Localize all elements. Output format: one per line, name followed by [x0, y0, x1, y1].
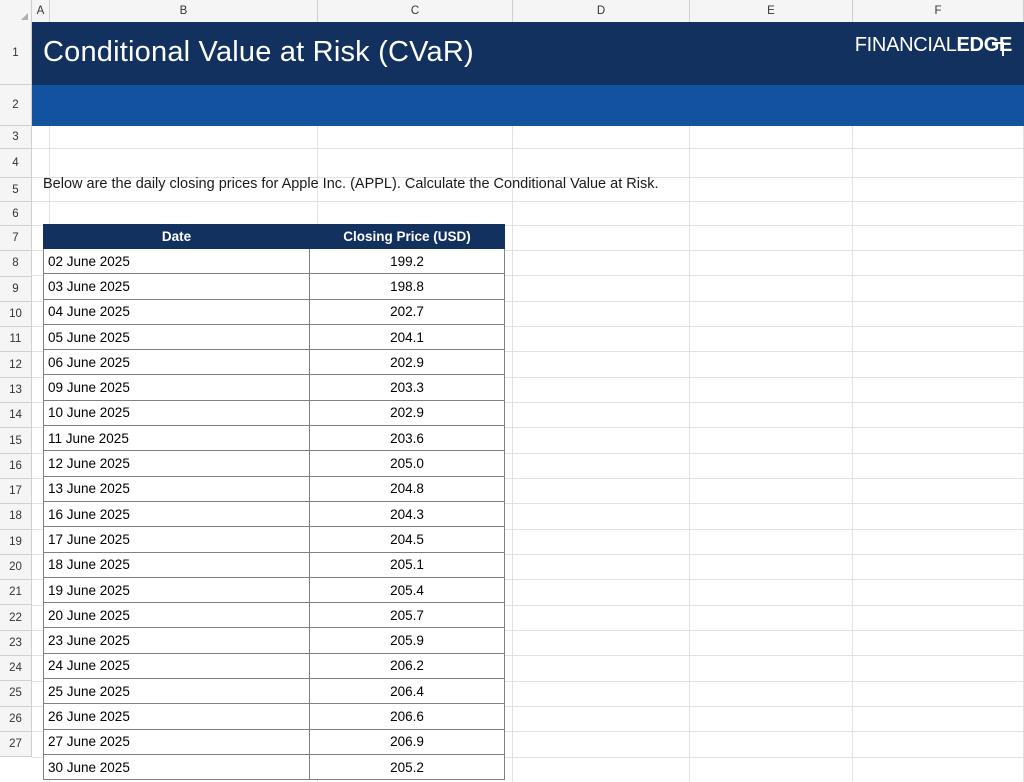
cell-date[interactable]: 25 June 2025 — [44, 679, 310, 704]
table-row[interactable] — [44, 426, 505, 451]
column-header-closing-price: Closing Price (USD) — [310, 225, 505, 249]
gridline-horizontal — [32, 148, 1024, 149]
row-header-9[interactable]: 9 — [0, 277, 31, 302]
cell-date[interactable]: 18 June 2025 — [44, 552, 310, 577]
row-header-19[interactable]: 19 — [0, 530, 31, 555]
table-row[interactable] — [44, 476, 505, 501]
table-row[interactable] — [44, 350, 505, 375]
select-all-corner[interactable] — [0, 0, 32, 22]
row-header-16[interactable]: 16 — [0, 454, 31, 479]
cell-date[interactable]: 11 June 2025 — [44, 426, 310, 451]
cell-date[interactable]: 10 June 2025 — [44, 400, 310, 425]
row-header-23[interactable]: 23 — [0, 631, 31, 656]
table-row[interactable] — [44, 552, 505, 577]
cell-date[interactable]: 16 June 2025 — [44, 501, 310, 526]
cell-price[interactable]: 202.9 — [310, 350, 505, 375]
cell-price[interactable]: 206.6 — [310, 704, 505, 729]
cell-date[interactable]: 24 June 2025 — [44, 653, 310, 678]
price-table-head — [44, 225, 505, 249]
title-banner — [32, 22, 1024, 85]
column-header-b[interactable]: B — [50, 0, 318, 22]
cell-price[interactable]: 199.2 — [310, 249, 505, 274]
logo-text-edge: EDGE — [956, 34, 1012, 56]
select-all-icon — [21, 13, 28, 20]
grid-area[interactable] — [32, 22, 1024, 782]
row-header-26[interactable]: 26 — [0, 707, 31, 732]
cell-price[interactable]: 204.5 — [310, 527, 505, 552]
row-header-2[interactable]: 2 — [0, 85, 31, 126]
row-header-20[interactable]: 20 — [0, 555, 31, 580]
cell-date[interactable]: 17 June 2025 — [44, 527, 310, 552]
logo-text-financial: FINANCIAL — [854, 34, 957, 56]
cell-date[interactable]: 20 June 2025 — [44, 603, 310, 628]
cell-price[interactable]: 203.3 — [310, 375, 505, 400]
row-header-12[interactable]: 12 — [0, 352, 31, 377]
title-banner-secondary — [32, 85, 1024, 126]
price-table-body — [44, 249, 505, 780]
row-header-18[interactable]: 18 — [0, 504, 31, 529]
row-header-8[interactable]: 8 — [0, 251, 31, 276]
cell-price[interactable]: 202.9 — [310, 400, 505, 425]
row-header-6[interactable]: 6 — [0, 202, 31, 226]
column-header-e[interactable]: E — [690, 0, 853, 22]
cell-date[interactable]: 04 June 2025 — [44, 299, 310, 324]
table-row[interactable] — [44, 527, 505, 552]
cell-date[interactable]: 19 June 2025 — [44, 577, 310, 602]
cell-date[interactable]: 02 June 2025 — [44, 249, 310, 274]
table-row[interactable] — [44, 400, 505, 425]
row-header-22[interactable]: 22 — [0, 605, 31, 630]
cell-date[interactable]: 05 June 2025 — [44, 324, 310, 349]
table-row[interactable] — [44, 729, 505, 754]
gridline-horizontal — [32, 201, 1024, 202]
row-header-24[interactable]: 24 — [0, 656, 31, 681]
row-header-10[interactable]: 10 — [0, 302, 31, 327]
cell-price[interactable]: 205.0 — [310, 451, 505, 476]
cell-date[interactable]: 12 June 2025 — [44, 451, 310, 476]
column-header-a[interactable]: A — [32, 0, 50, 22]
table-row[interactable] — [44, 628, 505, 653]
row-header-21[interactable]: 21 — [0, 580, 31, 605]
column-header-row — [0, 0, 1024, 22]
cell-price[interactable]: 205.9 — [310, 628, 505, 653]
row-header-3[interactable]: 3 — [0, 126, 31, 149]
cell-date[interactable]: 27 June 2025 — [44, 729, 310, 754]
cell-date[interactable]: 09 June 2025 — [44, 375, 310, 400]
row-header-1[interactable]: 1 — [0, 22, 31, 85]
cell-price[interactable]: 206.2 — [310, 653, 505, 678]
table-row[interactable] — [44, 603, 505, 628]
cell-date[interactable]: 13 June 2025 — [44, 476, 310, 501]
table-row[interactable] — [44, 653, 505, 678]
row-header-7[interactable]: 7 — [0, 226, 31, 251]
cell-price[interactable]: 204.8 — [310, 476, 505, 501]
financial-edge-logo — [855, 34, 1012, 57]
row-header-4[interactable]: 4 — [0, 149, 31, 178]
cell-price[interactable]: 205.2 — [310, 754, 505, 779]
table-row[interactable] — [44, 679, 505, 704]
table-row[interactable] — [44, 299, 505, 324]
table-row[interactable] — [44, 375, 505, 400]
cell-price[interactable]: 202.7 — [310, 299, 505, 324]
cell-price[interactable]: 204.3 — [310, 501, 505, 526]
price-table — [43, 224, 505, 780]
cell-date[interactable]: 06 June 2025 — [44, 350, 310, 375]
row-header-15[interactable]: 15 — [0, 428, 31, 453]
logo-corner-icon — [992, 42, 1004, 56]
row-header-14[interactable]: 14 — [0, 403, 31, 428]
row-header-17[interactable]: 17 — [0, 479, 31, 504]
page-title: Conditional Value at Risk (CVaR) — [43, 36, 474, 68]
table-row[interactable] — [44, 577, 505, 602]
column-header-date: Date — [44, 225, 310, 249]
cell-price[interactable]: 204.1 — [310, 324, 505, 349]
cell-date[interactable]: 26 June 2025 — [44, 704, 310, 729]
column-header-f[interactable]: F — [853, 0, 1024, 22]
row-header-11[interactable]: 11 — [0, 327, 31, 352]
cell-price[interactable]: 205.1 — [310, 552, 505, 577]
table-row[interactable] — [44, 249, 505, 274]
table-row[interactable] — [44, 274, 505, 299]
cell-price[interactable]: 206.9 — [310, 729, 505, 754]
table-header-row — [44, 225, 505, 249]
row-header-5[interactable]: 5 — [0, 178, 31, 202]
table-row[interactable] — [44, 754, 505, 779]
table-row[interactable] — [44, 704, 505, 729]
instruction-text: Below are the daily closing prices for Apple Inc. (APPL). Calculate the Conditional Value at Risk. — [43, 176, 659, 192]
row-header-13[interactable]: 13 — [0, 378, 31, 403]
cell-price[interactable]: 203.6 — [310, 426, 505, 451]
column-header-c[interactable]: C — [318, 0, 513, 22]
table-row[interactable] — [44, 324, 505, 349]
cell-date[interactable]: 03 June 2025 — [44, 274, 310, 299]
cell-date[interactable]: 23 June 2025 — [44, 628, 310, 653]
row-header-25[interactable]: 25 — [0, 681, 31, 706]
cell-date[interactable]: 30 June 2025 — [44, 754, 310, 779]
cell-price[interactable]: 205.7 — [310, 603, 505, 628]
cell-price[interactable]: 198.8 — [310, 274, 505, 299]
cell-price[interactable]: 206.4 — [310, 679, 505, 704]
cell-price[interactable]: 205.4 — [310, 577, 505, 602]
table-row[interactable] — [44, 451, 505, 476]
column-header-d[interactable]: D — [513, 0, 690, 22]
table-row[interactable] — [44, 501, 505, 526]
row-header-column — [0, 22, 32, 757]
row-header-27[interactable]: 27 — [0, 732, 31, 757]
